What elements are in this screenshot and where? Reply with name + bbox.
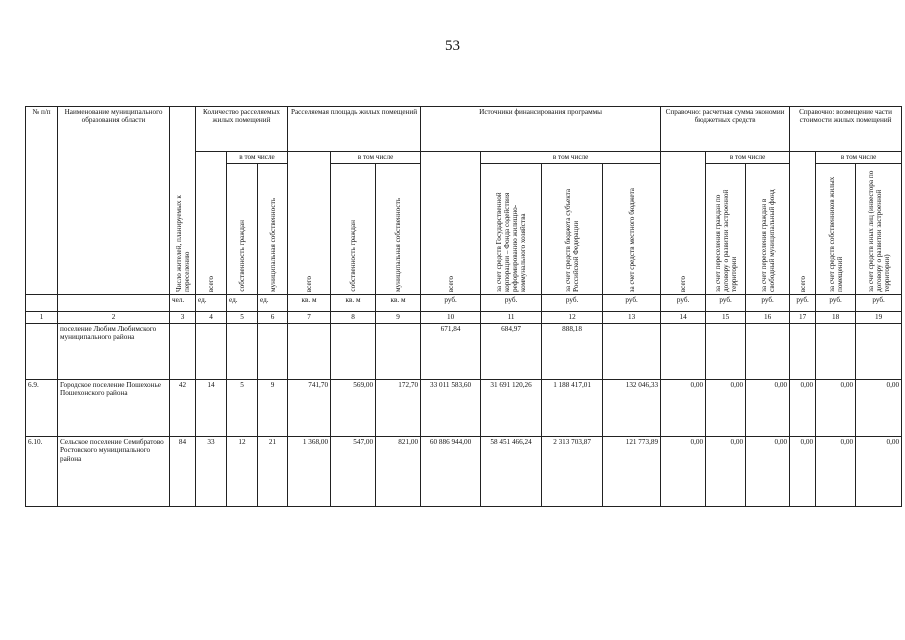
col-number: 18 [816,312,856,324]
page-number: 53 [445,38,460,54]
table-row [26,324,902,380]
row-cell: 821,00 [376,437,421,507]
row-cell: 0,00 [661,380,706,437]
row-cell [746,324,790,380]
row-cell: 33 [196,437,227,507]
row-cell [170,324,196,380]
header-comp-incl: в том числе [816,152,902,164]
row-cell [227,324,258,380]
unit-cell: руб. [603,295,661,312]
row-cell: 42 [170,380,196,437]
row-cell [856,324,902,380]
header-comp-owners: за счет средств собственников жилых помещений [816,164,856,295]
row-cell: 0,00 [856,437,902,507]
unit-cell: ед. [227,295,258,312]
col-number: 16 [746,312,790,324]
row-cell: 0,00 [816,380,856,437]
unit-cell: кв. м [288,295,331,312]
header-fin-local: за счет средств местного бюджета [603,164,661,295]
header-area-municipal: муниципальная собственность [376,164,421,295]
row-cell [790,324,816,380]
row-cell: 132 046,33 [603,380,661,437]
col-number: 7 [288,312,331,324]
row-num [26,324,58,380]
col-number: 15 [706,312,746,324]
unit-cell: ед. [196,295,227,312]
col-number: 5 [227,312,258,324]
row-cell: 671,84 [421,324,481,380]
row-num: 6.9. [26,380,58,437]
col-number: 9 [376,312,421,324]
units-row [26,295,902,312]
header-qty-total: всего [196,152,227,295]
row-name: поселение Любим Любимского муниципального района [58,324,170,380]
row-cell: 0,00 [856,380,902,437]
row-cell: 0,00 [706,380,746,437]
row-cell: 741,70 [288,380,331,437]
col-number: 12 [542,312,603,324]
row-cell: 569,00 [331,380,376,437]
row-cell: 2 313 703,87 [542,437,603,507]
column-numbers-row [26,312,902,324]
row-cell [258,324,288,380]
col-number: 3 [170,312,196,324]
header-num: № п/п [26,107,58,295]
unit-cell: кв. м [331,295,376,312]
unit-cell: чел. [170,295,196,312]
row-cell: 33 011 583,60 [421,380,481,437]
row-name: Городское поселение Пошехонье Пошехонского района [58,380,170,437]
row-cell: 84 [170,437,196,507]
row-cell [706,324,746,380]
row-cell [331,324,376,380]
row-cell: 547,00 [331,437,376,507]
header-qty-incl: в том числе [227,152,288,164]
row-cell: 0,00 [746,437,790,507]
row-cell [816,324,856,380]
row-cell: 21 [258,437,288,507]
row-cell: 60 886 944,00 [421,437,481,507]
header-area-incl: в том числе [331,152,421,164]
unit-cell: руб. [661,295,706,312]
row-cell [376,324,421,380]
header-fin-incl: в том числе [481,152,661,164]
housing-program-table [25,106,902,507]
unit-cell: ед. [258,295,288,312]
header-area-total: всего [288,152,331,295]
row-cell: 12 [227,437,258,507]
row-cell: 121 773,89 [603,437,661,507]
row-num: 6.10. [26,437,58,507]
row-cell: 888,18 [542,324,603,380]
row-cell: 0,00 [706,437,746,507]
table-row [26,437,902,507]
row-cell: 1 368,00 [288,437,331,507]
header-comp-total: всего [790,152,816,295]
unit-cell: руб. [421,295,481,312]
header-econ-incl: в том числе [706,152,790,164]
table-row [26,380,902,437]
row-cell: 5 [227,380,258,437]
col-number: 10 [421,312,481,324]
row-cell: 0,00 [816,437,856,507]
row-cell: 0,00 [661,437,706,507]
header-residents: Число жителей, планируемых к переселению [170,107,196,295]
header-fin-total: всего [421,152,481,295]
row-cell: 0,00 [790,380,816,437]
row-cell [603,324,661,380]
header-area-group: Расселяемая площадь жилых помещений [288,107,421,152]
col-number: 1 [26,312,58,324]
unit-cell-blank [58,295,170,312]
header-area-citizens: собственность граждан [331,164,376,295]
header-fin-group: Источники финансирования программы [421,107,661,152]
row-cell: 0,00 [746,380,790,437]
row-cell: 9 [258,380,288,437]
col-number: 8 [331,312,376,324]
row-cell [196,324,227,380]
col-number: 17 [790,312,816,324]
row-cell: 58 451 466,24 [481,437,542,507]
col-number: 13 [603,312,661,324]
header-comp-other: за счет средств иных лиц (инвестора по договору о развитии застроенной территории) [856,164,902,295]
col-number: 19 [856,312,902,324]
unit-cell: руб. [856,295,902,312]
header-econ-total: всего [661,152,706,295]
row-cell: 14 [196,380,227,437]
unit-cell-blank [26,295,58,312]
header-econ-free: за счет переселения граждан в свободный муниципальный фонд [746,164,790,295]
col-number: 2 [58,312,170,324]
header-econ-contract: за счет переселения граждан по договору о развитии застроенной территории [706,164,746,295]
col-number: 14 [661,312,706,324]
row-name: Сельское поселение Семибратово Ростовского муниципального района [58,437,170,507]
unit-cell: руб. [790,295,816,312]
unit-cell: руб. [542,295,603,312]
header-name: Наименование муниципального образования области [58,107,170,295]
header-comp-group: Справочно: возмещение части стоимости жилых помещений [790,107,902,152]
unit-cell: руб. [706,295,746,312]
unit-cell: руб. [481,295,542,312]
header-qty-citizens: собственность граждан [227,164,258,295]
header-qty-group: Количество расселяемых жилых помещений [196,107,288,152]
header-econ-group: Справочно: расчетная сумма экономии бюджетных средств [661,107,790,152]
row-cell: 0,00 [790,437,816,507]
row-cell: 31 691 120,26 [481,380,542,437]
row-cell [661,324,706,380]
row-cell: 172,70 [376,380,421,437]
header-qty-municipal: муниципальная собственность [258,164,288,295]
col-number: 6 [258,312,288,324]
unit-cell: руб. [746,295,790,312]
row-cell [288,324,331,380]
unit-cell: кв. м [376,295,421,312]
row-cell: 1 188 417,01 [542,380,603,437]
header-fin-subject: за счет средств бюджета субъекта Российской Федерации [542,164,603,295]
header-fin-fund: за счет средств Государственной корпорации – Фонда содействия реформированию жилищно-коммунального хозяйства [481,164,542,295]
row-cell: 684,97 [481,324,542,380]
col-number: 4 [196,312,227,324]
col-number: 11 [481,312,542,324]
unit-cell: руб. [816,295,856,312]
